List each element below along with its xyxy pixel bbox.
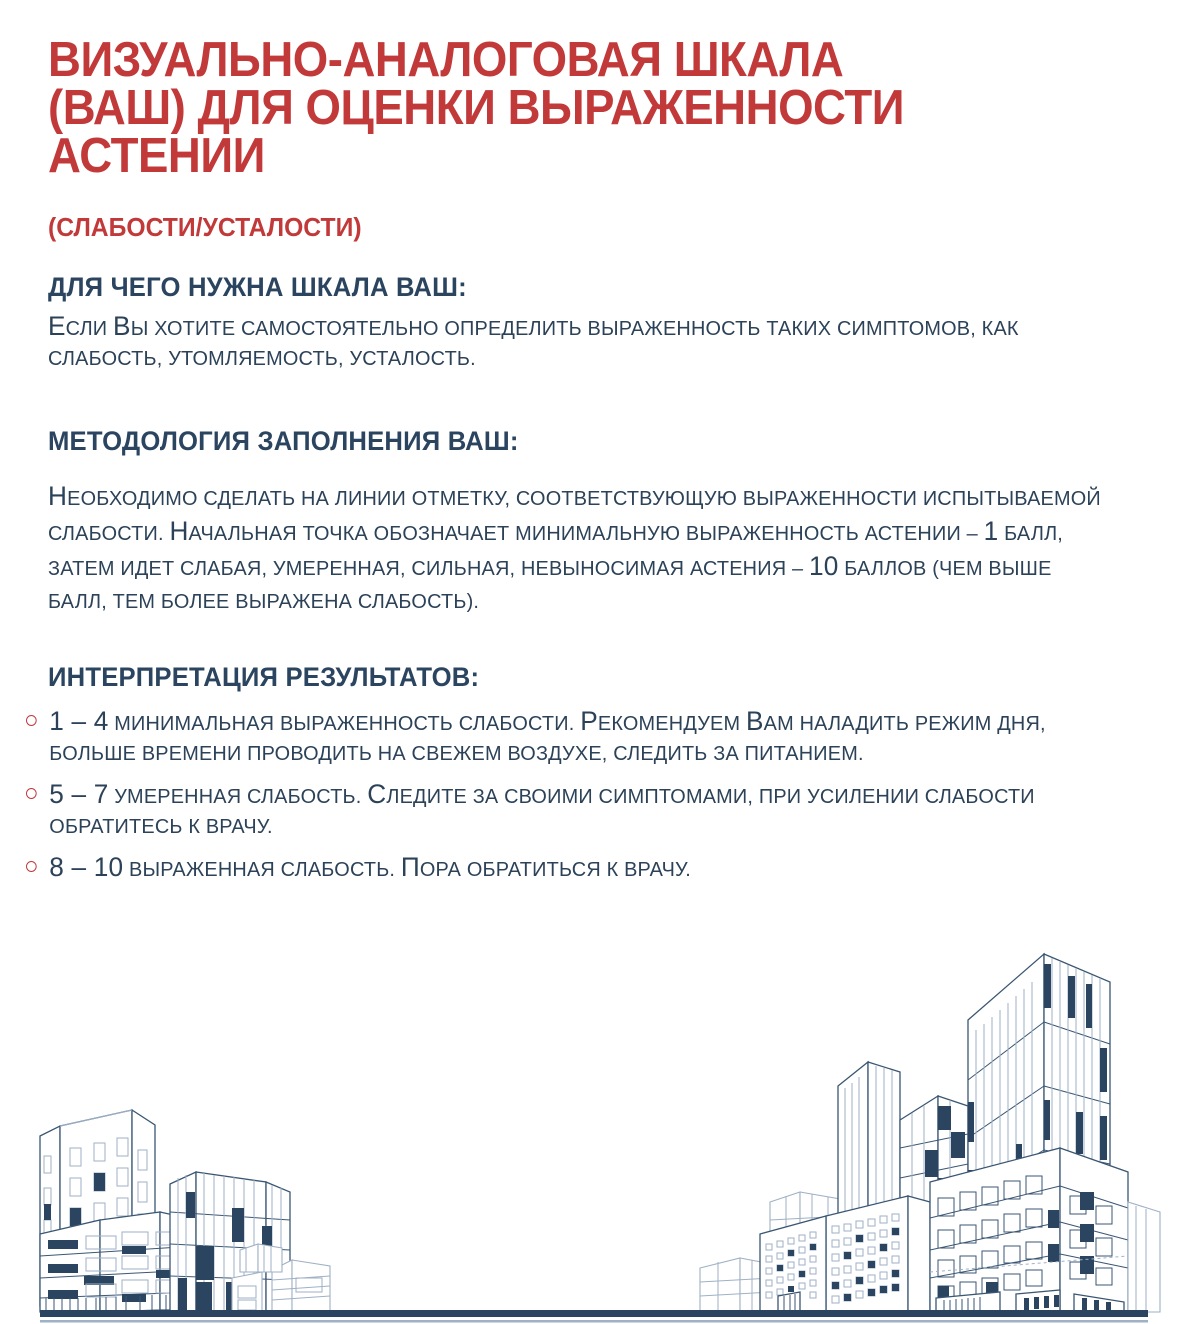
body-text-c: СИМПТОМОВ, КАК СЛАБОСТЬ, УТОМЛЯЕМОСТЬ, УСТАЛОСТЬ. (48, 317, 1019, 370)
drop-cap: Н (169, 516, 189, 546)
score-max: 10 (808, 551, 839, 581)
title-line-1: ВИЗУАЛЬНО-АНАЛОГОВАЯ ШКАЛА (48, 33, 844, 87)
score-range: 8 – 10 (49, 852, 124, 882)
section-heading-methodology: МЕТОДОЛОГИЯ ЗАПОЛНЕНИЯ ВАШ: (48, 426, 519, 456)
section-heading-purpose: ДЛЯ ЧЕГО НУЖНА ШКАЛА ВАШ: (48, 272, 467, 302)
drop-cap: В (113, 311, 131, 341)
section-body-methodology (48, 482, 1105, 618)
interpretation-list (26, 706, 1146, 895)
list-item (26, 779, 1112, 842)
ground-line-light (40, 1320, 1148, 1323)
section-body-purpose (48, 311, 1076, 374)
method-text-4: БАЛЛОВ (ЧЕМ ВЫШЕ БАЛЛ, ТЕМ БОЛЕЕ ВЫРАЖЕНА СЛАБОСТЬ). (48, 557, 1052, 613)
bullet-circle-icon (26, 861, 37, 872)
title-line-2: (ВАШ) ДЛЯ ОЦЕНКИ ВЫРАЖЕННОСТИ (48, 81, 905, 135)
left-annex (232, 1244, 330, 1312)
list-item (26, 706, 1112, 769)
left-building-group (40, 1110, 330, 1312)
method-text-3: БАЛЛ, ЗАТЕМ ИДЕТ СЛАБАЯ, УМЕРЕННАЯ, СИЛЬНАЯ, НЕВЫНОСИМАЯ АСТЕНИЯ – (48, 522, 1064, 580)
section-heading-interpretation: ИНТЕРПРЕТАЦИЯ РЕЗУЛЬТАТОВ: (48, 662, 480, 692)
drop-cap: Р (580, 706, 598, 736)
bullet-circle-icon (26, 788, 37, 799)
item-text-b: ЕКОМЕНДУЕМ (597, 712, 746, 735)
body-text-b: Ы ХОТИТЕ САМОСТОЯТЕЛЬНО ОПРЕДЕЛИТЬ ВЫРАЖЕННОСТЬ ТАКИХ (130, 317, 832, 340)
drop-cap: Н (48, 481, 68, 511)
page-title (48, 33, 1034, 183)
item-text-c: АМ НАЛАДИТЬ РЕЖИМ ДНЯ, БОЛЬШЕ ВРЕМЕНИ ПРОВОДИТЬ НА СВЕЖЕМ ВОЗДУХЕ, СЛЕДИТЬ ЗА ПИТАНИЕМ. (49, 712, 1046, 765)
method-text-1: ЕОБХОДИМО СДЕЛАТЬ НА ЛИНИИ ОТМЕТКУ, СООТВЕТСТВУЮЩУЮ ВЫРАЖЕННОСТИ ИСПЫТЫВАЕМОЙ СЛАБОСТИ. (48, 487, 1101, 545)
score-min: 1 (983, 516, 999, 546)
item-text-a: УМЕРЕННАЯ СЛАБОСТЬ. (108, 785, 368, 808)
right-building-group (700, 954, 1160, 1312)
right-edge-building (1128, 1202, 1160, 1312)
list-item (26, 852, 1112, 885)
body-text-a: СЛИ (65, 317, 114, 340)
page-subtitle: (СЛАБОСТИ/УСТАЛОСТИ) (48, 212, 362, 242)
ground-line (40, 1310, 1148, 1317)
title-line-3: АСТЕНИИ (48, 129, 265, 183)
drop-cap: Е (48, 311, 66, 341)
bullet-circle-icon (26, 715, 37, 726)
score-range: 1 – 4 (49, 706, 109, 736)
score-range: 5 – 7 (49, 779, 109, 809)
drop-cap: П (400, 852, 420, 882)
cityscape-illustration (0, 920, 1182, 1324)
item-text-b: ЛЕДИТЕ ЗА СВОИМИ СИМПТОМАМИ, ПРИ УСИЛЕНИИ СЛАБОСТИ ОБРАТИТЕСЬ К ВРАЧУ. (49, 785, 1035, 838)
right-grid-facade (826, 1196, 930, 1312)
drop-cap: В (745, 706, 764, 736)
drop-cap: С (367, 779, 387, 809)
item-text-a: ВЫРАЖЕННАЯ СЛАБОСТЬ. (123, 858, 401, 881)
item-text-a: МИНИМАЛЬНАЯ ВЫРАЖЕННОСТЬ СЛАБОСТИ. (108, 712, 581, 735)
method-text-2: АЧАЛЬНАЯ ТОЧКА ОБОЗНАЧАЕТ МИНИМАЛЬНУЮ ВЫРАЖЕННОСТЬ АСТЕНИИ – (188, 522, 984, 545)
item-text-b: ОРА ОБРАТИТЬСЯ К ВРАЧУ. (419, 858, 691, 881)
